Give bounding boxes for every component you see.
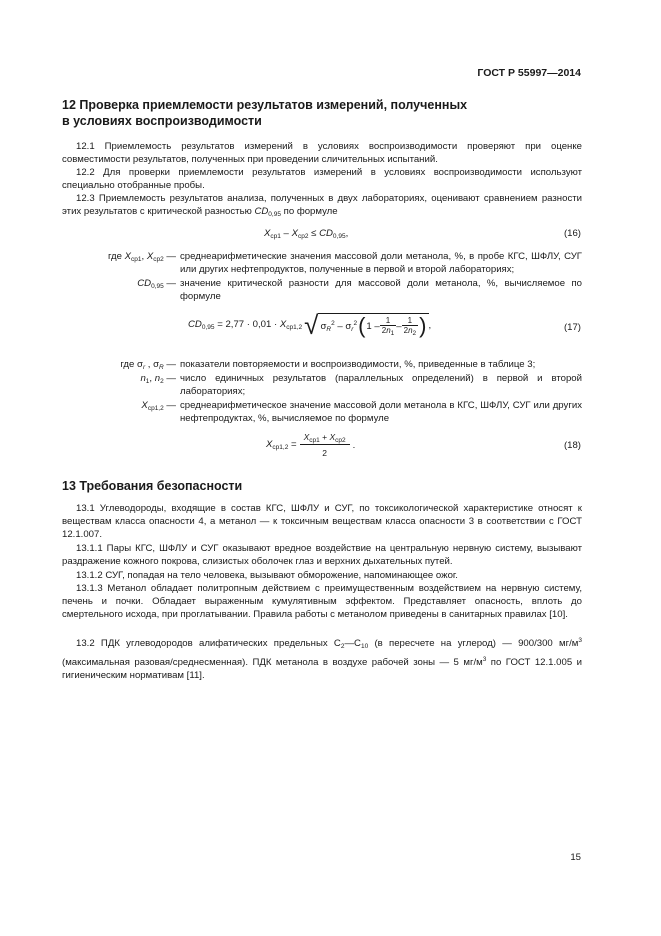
formula-16: $X_{ср1} - X_{ср2} \le CD_{0,95}$,	[264, 228, 349, 240]
where-text-n: число единичных результатов (параллельных определений) в первой и второй лабораториях;	[180, 373, 582, 398]
section-13-title: 13 Требования безопасности	[62, 479, 243, 493]
paragraph-12-2: 12.2 Для проверки приемлемости результатов измерений в условиях воспроизводимости используют специально отобранные пробы.	[62, 167, 582, 192]
paragraph-13-1: 13.1 Углеводороды, входящие в состав КГС, ШФЛУ и СУГ, по токсикологической характеристике относят к веществам класса опасности 4, а метанол — к токсичным веществам класса опасности 3 в соответствии с ГОСТ 12.1.007.	[62, 503, 582, 541]
where-label-xcp12: $X_{ср1,2}$ —	[141, 400, 176, 412]
equation-number-16: (16)	[563, 228, 581, 239]
paragraph-12-3: 12.3 Приемлемость результатов анализа, полученных в двух лабораториях, оценивают сравнением разности этих результатов с критической разностью $CD_{0,95}$ по формуле	[62, 193, 582, 219]
where-text-sigma: показатели повторяемости и воспроизводимости, %, приведенные в таблице 3;	[180, 359, 536, 370]
where-label-sigma: где $\sigma_r$ , $\sigma_R$ —	[120, 359, 176, 371]
section-12-title	[62, 97, 467, 129]
where-label-xcp: где $X_{ср1}$, $X_{ср2}$ —	[107, 251, 176, 263]
paragraph-13-1-1: 13.1.1 Пары КГС, ШФЛУ и СУГ оказывают вредное воздействие на центральную нервную систему, вызывают раздражение кожного покрова, слизистых оболочек глаз и верхних дыхательных путей.	[62, 543, 582, 568]
paragraph-13-1-2: 13.1.2 СУГ, попадая на тело человека, вызывают обморожение, напоминающее ожог.	[76, 570, 458, 581]
standard-number: ГОСТ Р 55997—2014	[477, 67, 581, 79]
where-text-xcp: среднеарифметические значения массовой доли метанола, %, в пробе КГС, ШФЛУ, СУГ или других нефтепродуктов, полученные в первой и второй лабораториях;	[180, 251, 582, 276]
page-number: 15	[570, 852, 581, 863]
where-text-cd: значение критической разности для массовой доли метанола, %, вычисляемое по формуле	[180, 278, 582, 303]
paragraph-12-1: 12.1 Приемлемость результатов измерений в условиях воспроизводимости проверяют при оценке совместимости результатов, полученных при проведении сличительных испытаний.	[62, 141, 582, 166]
where-label-cd: $CD_{0,95}$ —	[137, 278, 176, 290]
section-12-title-line1: 12 Проверка приемлемости результатов измерений, полученных	[62, 98, 468, 112]
where-text-xcp12: среднеарифметическое значение массовой доли метанола в КГС, ШФЛУ, СУГ или других нефтепродуктах, %, вычисляемое по формуле	[180, 400, 582, 425]
equation-number-17: (17)	[563, 322, 581, 333]
formula-18: $X_{ср1,2}$ = $\frac{X_{ср1} + X_{ср2}}{2}$ .	[266, 432, 356, 458]
paragraph-13-2: 13.2 ПДК углеводородов алифатических предельных $С_2—С_{10}$ (в пересчете на углерод) — 900/300 $мг/м^3$ (максимальная разовая/среднесменная). ПДК метанола в воздухе рабочей зоны — 5 $мг/м^3$ по ГОСТ 12.1.005 и гигиеническим нормативам [11].	[62, 637, 583, 682]
where-label-n: $n_1$, $n_2$ —	[140, 373, 176, 385]
formula-17: $CD_{0,95} = 2,77 \cdot 0,01 \cdot X_{ср1,2}$ √ $\sigma_R^2 - \sigma_r^2$ ( 1 – $\frac{1}{2n_1}$ – $\frac{1}{2n_2}$ ) ,	[188, 310, 432, 340]
equation-number-18: (18)	[563, 440, 581, 451]
paragraph-13-1-3: 13.1.3 Метанол обладает политропным действием с преимущественным воздействием на нервную систему, печень и почки. Обладает выраженным кумулятивным эффектом. Представляет опасность, вплоть до смертельного исхода, при проглатывании. Правила работы с метанолом приведены в санитарных правилах [10].	[62, 583, 582, 621]
section-12-title-line2: в условиях воспроизводимости	[62, 114, 262, 128]
